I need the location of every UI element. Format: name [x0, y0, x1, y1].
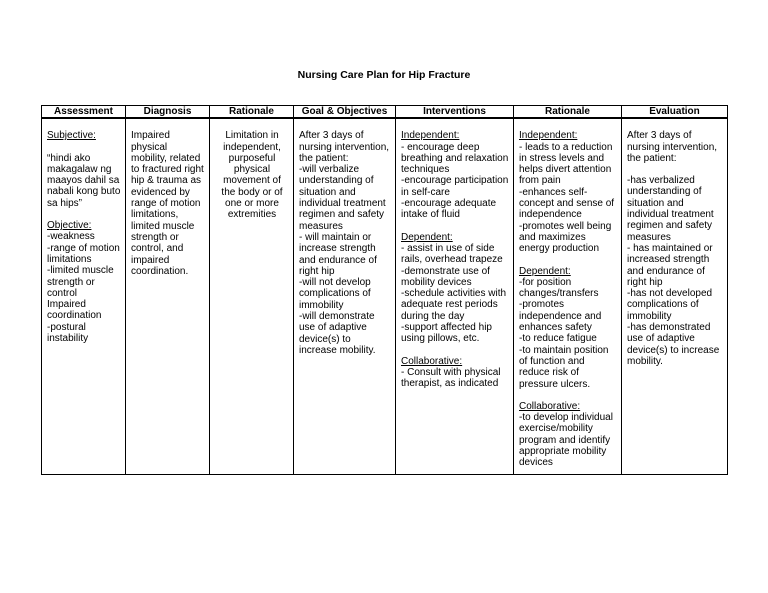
interventions-independent-heading: Independent: [401, 130, 460, 142]
evaluation-text: -has verbalized understanding of situation and individual treatment regimen and safety measures - has maintained or increased strength and endurance of right hip -has not developed complications of immobility -has demonstrated use of adaptive device(s) to increase mobility. [627, 175, 720, 367]
subjective-heading: Subjective: [47, 130, 96, 142]
goals-cell [294, 118, 396, 474]
interventions-dependent-text: - assist in use of side rails, overhead trapeze -demonstrate use of mobility devices -schedule activities with adequate rest periods during the day -support affected hip using pillows, etc. [401, 242, 507, 345]
goals-text: After 3 days of nursing intervention, the patient: -will verbalize understanding of situation and individual treatment regimen and safety measures - will maintain or increase strength and endurance of right hip -will not develop complications of immobility -will demonstrate use of adaptive device(s) to increase mobility. [299, 130, 390, 356]
header-row [42, 106, 728, 119]
header-rationale-2: Rationale [514, 106, 622, 119]
rationale2-collaborative-text: -to develop individual exercise/mobility program and identify appropriate mobility devices [519, 412, 613, 469]
care-plan-table [41, 105, 728, 475]
interventions-dependent-heading: Dependent: [401, 231, 453, 243]
interventions-cell [396, 118, 514, 474]
table-row [42, 118, 728, 474]
page-title: Nursing Care Plan for Hip Fracture [297, 69, 471, 81]
interventions-independent-text: - encourage deep breathing and relaxation techniques -encourage participation in self-care -encourage adequate intake of fluid [401, 141, 509, 221]
header-evaluation: Evaluation [622, 106, 728, 119]
header-interventions: Interventions [396, 106, 514, 119]
diagnosis-text: Impaired physical mobility, related to fractured right hip & trauma as evidenced by range of motion limitations, limited muscle strength or control, and impaired coordination. [131, 130, 204, 277]
rationale2-collaborative-heading: Collaborative: [519, 400, 581, 412]
rationale2-independent-text: - leads to a reduction in stress levels and helps divert attention from pain -enhances self-concept and sense of independence -promotes well being and maximizes energy production [519, 141, 615, 255]
header-assessment: Assessment [42, 106, 126, 119]
evaluation-cell [622, 118, 728, 474]
interventions-collaborative-heading: Collaborative: [401, 355, 463, 367]
subjective-text: “hindi ako makagalaw ng maayos dahil sa nabali kong buto sa hips” [47, 152, 121, 209]
diagnosis-cell [126, 118, 210, 474]
assessment-cell [42, 118, 126, 474]
objective-heading: Objective: [47, 220, 92, 232]
evaluation-intro: After 3 days of nursing intervention, the patient: [627, 130, 718, 164]
rationale2-dependent-heading: Dependent: [519, 265, 571, 277]
objective-text: -weakness -range of motion limitations -limited muscle strength or control Impaired coordination -postural instability [47, 231, 120, 345]
rationale2-cell [514, 118, 622, 474]
header-rationale: Rationale [210, 106, 294, 119]
rationale2-independent-heading: Independent: [519, 130, 578, 142]
header-goal-objectives: Goal & Objectives [294, 106, 396, 119]
interventions-collaborative-text: - Consult with physical therapist, as indicated [401, 366, 501, 390]
rationale2-dependent-text: -for position changes/transfers -promotes independence and enhances safety -to reduce fatigue -to maintain position of function and reduce risk of pressure ulcers. [519, 276, 609, 390]
rationale-text: Limitation in independent, purposeful physical movement of the body or of one or more extremities [221, 130, 283, 221]
rationale-cell [210, 118, 294, 474]
header-diagnosis: Diagnosis [126, 106, 210, 119]
